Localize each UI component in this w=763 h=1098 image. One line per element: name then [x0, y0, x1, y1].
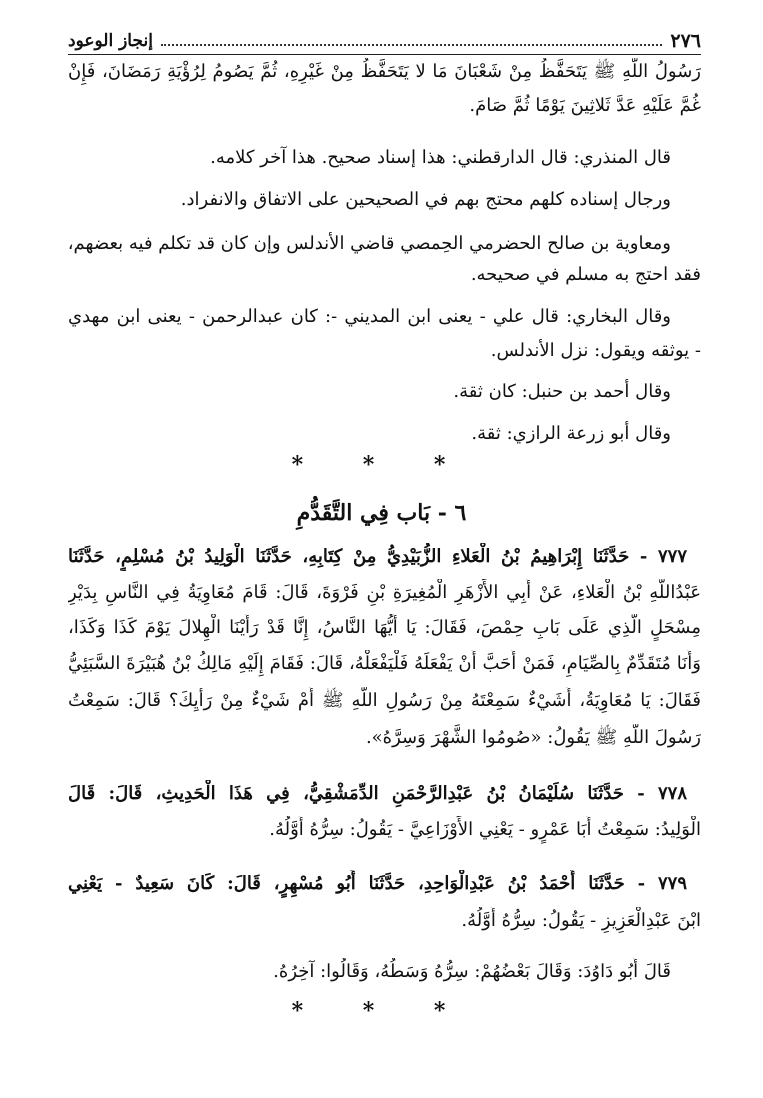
hadith-line: ٧٧٩ - حَدَّثَنَا أَحْمَدُ بْنُ عَبْدِالْوَاحِدِ، حَدَّثَنَا أَبُو مُسْهِرٍ، قَالَ: كَانَ سَعِيدٌ - يَعْنِي [68, 873, 687, 894]
hadith-line: الْوَلِيدُ: سَمِعْتُ أَبَا عَمْرٍو - يَعْنِي الأَوْزَاعِيَّ - يَقُولُ: سِرُّهُ أَوَّلُهُ. [269, 819, 701, 840]
page-header [68, 28, 701, 55]
hadith-text-line: رَسُولُ اللَّهِ ﷺ يَتَحَفَّظُ مِنْ شَعْبَانَ مَا لا يَتَحَفَّظُ مِنْ غَيْرِهِ، ثُمَّ يَصُومُ لِرُؤْيَةِ رَمَضَانَ، فَإِنْ [68, 61, 701, 82]
hadith-text-line: غُمَّ عَلَيْهِ عَدَّ ثَلاثِينَ يَوْمًا ثُمَّ صَامَ. [469, 95, 701, 116]
hadith-line: وَأَنَا مُتَقَدِّمٌ بِالصِّيَامِ، فَمَنْ أَحَبَّ أَنْ يَفْعَلَهُ فَلْيَفْعَلْهُ، قَالَ: فَقَامَ إِلَيْهِ مَالِكُ بْنُ هُبَيْرَةَ السَّبَئِيُّ [68, 653, 701, 674]
abu-dawud-comment: قَالَ أَبُو دَاوُدَ: وَقَالَ بَعْضُهُمْ: سِرُّهُ وَسَطُهُ، وَقَالُوا: آخِرُهُ. [273, 961, 671, 982]
commentary-line: ورجال إسناده كلهم محتج بهم في الصحيحين على الاتفاق والانفراد. [180, 189, 671, 210]
commentary-line: فقد احتج به مسلم في صحيحه. [470, 264, 701, 285]
commentary-line: وقال أبو زرعة الرازي: ثقة. [471, 423, 671, 444]
commentary-line: - يوثقه ويقول: نزل الأندلس. [490, 340, 701, 361]
page-number: ٢٧٦ [670, 30, 701, 52]
hadith-line: ابْنَ عَبْدِالْعَزِيزِ - يَقُولُ: سِرُّهُ أَوَّلُهُ. [461, 910, 701, 931]
header-leader-dots [161, 44, 662, 46]
chapter-title: ٦ - بَاب فِي التَّقَدُّمِ [296, 500, 467, 526]
hadith-line: رَسُولَ اللَّهِ ﷺ يَقُولُ: «صُومُوا الشَّهْرَ وَسِرَّهُ». [365, 727, 701, 748]
commentary-line: وقال البخاري: قال علي - يعنى ابن المديني -: كان عبدالرحمن - يعنى ابن مهدي [68, 306, 671, 327]
commentary-line: وقال أحمد بن حنبل: كان ثقة. [453, 381, 671, 402]
commentary-line: ومعاوية بن صالح الحضرمي الحِمصي قاضي الأندلس وإن كان قد تكلم فيه بعضهم، [68, 233, 671, 254]
hadith-line: ٧٧٨ - حَدَّثَنَا سُلَيْمَانُ بْنُ عَبْدِالرَّحْمَنِ الدِّمَشْقِيُّ، فِي هَذَا الْحَدِيثِ، قَالَ: قَالَ [68, 783, 687, 804]
section-separator: * * * [291, 998, 472, 1024]
book-title: إنجاز الوعود [68, 31, 153, 51]
hadith-line: ٧٧٧ - حَدَّثَنَا إِبْرَاهِيمُ بْنُ الْعَلاءِ الزُّبَيْدِيُّ مِنْ كِتَابِهِ، حَدَّثَنَا الْوَلِيدُ بْنُ مُسْلِمٍ، حَدَّثَنَا [68, 546, 687, 567]
hadith-line: عَبْدُاللَّهِ بْنُ الْعَلاءِ، عَنْ أَبِي الأَزْهَرِ الْمُغِيرَةِ بْنِ فَرْوَةَ، قَالَ: قَامَ مُعَاوِيَةُ فِي النَّاسِ بِدَيْرِ [68, 582, 701, 603]
section-separator: * * * [291, 452, 472, 478]
hadith-line: مِسْحَلٍ الَّذِي عَلَى بَابِ حِمْصَ، فَقَالَ: يَا أَيُّهَا النَّاسُ، إِنَّا قَدْ رَأَيْنَا الْهِلالَ يَوْمَ كَذَا وَكَذَا، [68, 617, 701, 638]
commentary-line: قال المنذري: قال الدارقطني: هذا إسناد صحيح. هذا آخر كلامه. [210, 147, 671, 168]
hadith-line: فَقَالَ: يَا مُعَاوِيَةُ، أَشَيْءٌ سَمِعْتَهُ مِنْ رَسُولِ اللَّهِ ﷺ أَمْ شَيْءٌ مِنْ رَأْيِكَ؟ قَالَ: سَمِعْتُ [68, 690, 701, 711]
